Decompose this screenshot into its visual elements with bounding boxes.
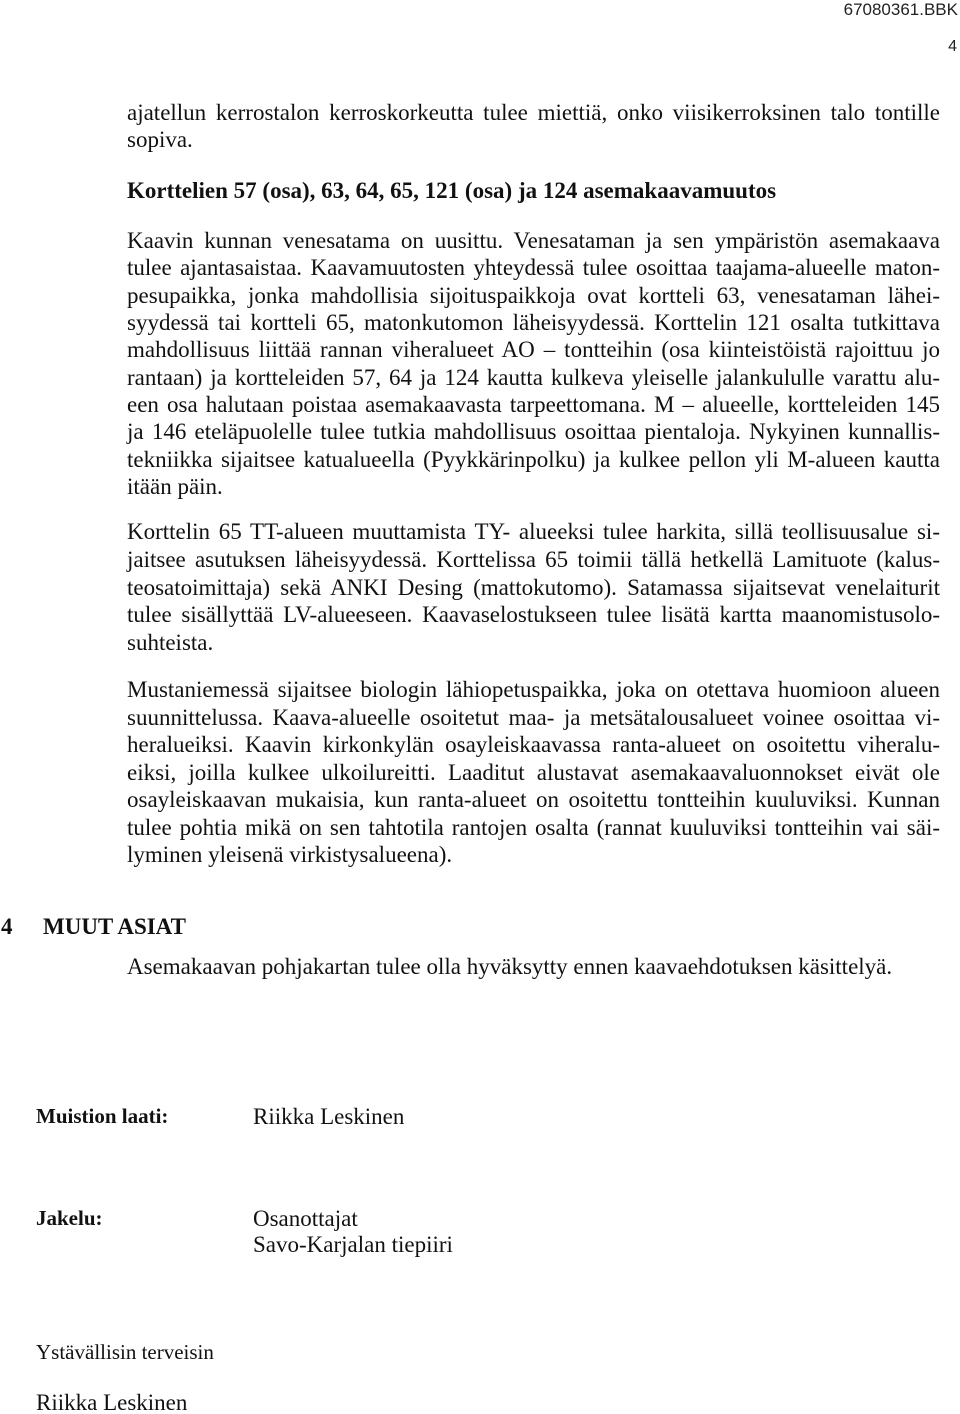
signer-name: Riikka Leskinen: [36, 1390, 188, 1414]
paragraph-line: tulee pohtia mikä on sen tahtotila rantojen osalta (rannat kuuluviksi tontteihin vai säi-: [127, 814, 940, 840]
paragraph-line: Kaavin kunnan venesatama on uusittu. Venesataman ja sen ympäristön asemakaava: [127, 228, 940, 253]
paragraph-line: eiksi, joilla kulkee ulkoilureitti. Laaditut alustavat asemakaavaluonnokset eivät ole: [127, 759, 940, 785]
page-number: 4: [948, 38, 957, 55]
paragraph-line: sopiva.: [127, 127, 193, 152]
paragraph-line: ja 146 eteläpuolelle tulee tutkia mahdollisuus osoittaa pientaloja. Nykyinen kunnallis-: [127, 419, 940, 445]
section-text: Asemakaavan pohjakartan tulee olla hyväksytty ennen kaavaehdotuksen käsittelyä.: [127, 954, 893, 979]
distribution-item: Savo-Karjalan tiepiiri: [253, 1232, 453, 1257]
paragraph-line: suhteista.: [127, 630, 214, 655]
paragraph-line: heralueiksi. Kaavin kirkonkylän osayleiskaavassa ranta-alueet on osoitettu viheralu-: [127, 732, 940, 757]
paragraph-line: syydessä tai kortteli 65, matonkutomon läheisyydessä. Korttelin 121 osalta tutkittava: [127, 309, 940, 335]
section-title: MUUT ASIAT: [43, 914, 186, 939]
paragraph-line: suunnittelussa. Kaava-alueelle osoitetut maa- ja metsätalousalueet voinee osoittaa vi-: [127, 704, 940, 730]
paragraph-line: een osa halutaan poistaa asemakaavasta tarpeettomana. M – alueelle, kortteleiden 145: [127, 391, 940, 417]
intro-paragraph: [127, 99, 940, 153]
section-number: 4: [1, 914, 13, 939]
paragraph-line: mahdollisuus liittää rannan viheralueet AO – tontteihin (osa kiinteistöistä rajoittuu jo: [127, 337, 940, 363]
paragraph-line: ajatellun kerrostalon kerroskorkeutta tulee miettiä, onko viisikerroksinen talo tontille: [127, 100, 940, 125]
paragraph-line: pesupaikka, jonka mahdollisia sijoituspaikkoja ovat kortteli 63, venesataman lähei-: [127, 282, 940, 308]
paragraph-line: jaitsee asutuksen läheisyydessä. Korttelissa 65 toimii tällä hetkellä Lamituote (kalus-: [127, 546, 940, 572]
paragraph-line: teosatoimittaja) sekä ANKI Desing (mattokutomo). Satamassa sijaitsevat venelaiturit: [127, 574, 940, 600]
author-name: Riikka Leskinen: [253, 1104, 405, 1129]
distribution-label: Jakelu:: [36, 1206, 103, 1230]
document-id: 67080361.BBK: [843, 0, 958, 19]
paragraph: [127, 227, 940, 500]
paragraph-line: itään päin.: [127, 473, 223, 499]
paragraph-line: tulee ajantasaistaa. Kaavamuutosten yhteydessä tulee osoittaa taajama-alueelle maton-: [127, 255, 940, 281]
paragraph-line: tulee sisällyttää LV-alueeseen. Kaavaselostukseen tulee lisätä kartta maanomistusolo-: [127, 602, 940, 628]
paragraph-line: lyminen yleisenä virkistysalueena).: [127, 842, 453, 867]
paragraph-line: osayleiskaavan mukaisia, kun ranta-alueet on osoitettu tontteihin kuuluviksi. Kunnan: [127, 787, 940, 812]
section-subheading: Korttelien 57 (osa), 63, 64, 65, 121 (osa) ja 124 asemakaavamuutos: [127, 178, 777, 203]
paragraph-line: Korttelin 65 TT-alueen muuttamista TY- alueeksi tulee harkita, sillä teollisuusalue si-: [127, 519, 940, 544]
paragraph-line: rantaan) ja kortteleiden 57, 64 ja 124 kautta kulkeva yleiselle jalankululle varattu alu-: [127, 364, 940, 390]
distribution-item: Osanottajat: [253, 1206, 358, 1231]
author-label: Muistion laati:: [36, 1104, 169, 1128]
closing-phrase: Ystävällisin terveisin: [36, 1340, 214, 1364]
paragraph-line: tekniikka sijaitsee katualueella (Pyykkärinpolku) ja kulkee pellon yli M-alueen kautta: [127, 446, 940, 472]
paragraph: [127, 676, 940, 869]
paragraph: [127, 518, 940, 657]
paragraph-line: Mustaniemessä sijaitsee biologin lähiopetuspaikka, joka on otettava huomioon alueen: [127, 677, 940, 702]
